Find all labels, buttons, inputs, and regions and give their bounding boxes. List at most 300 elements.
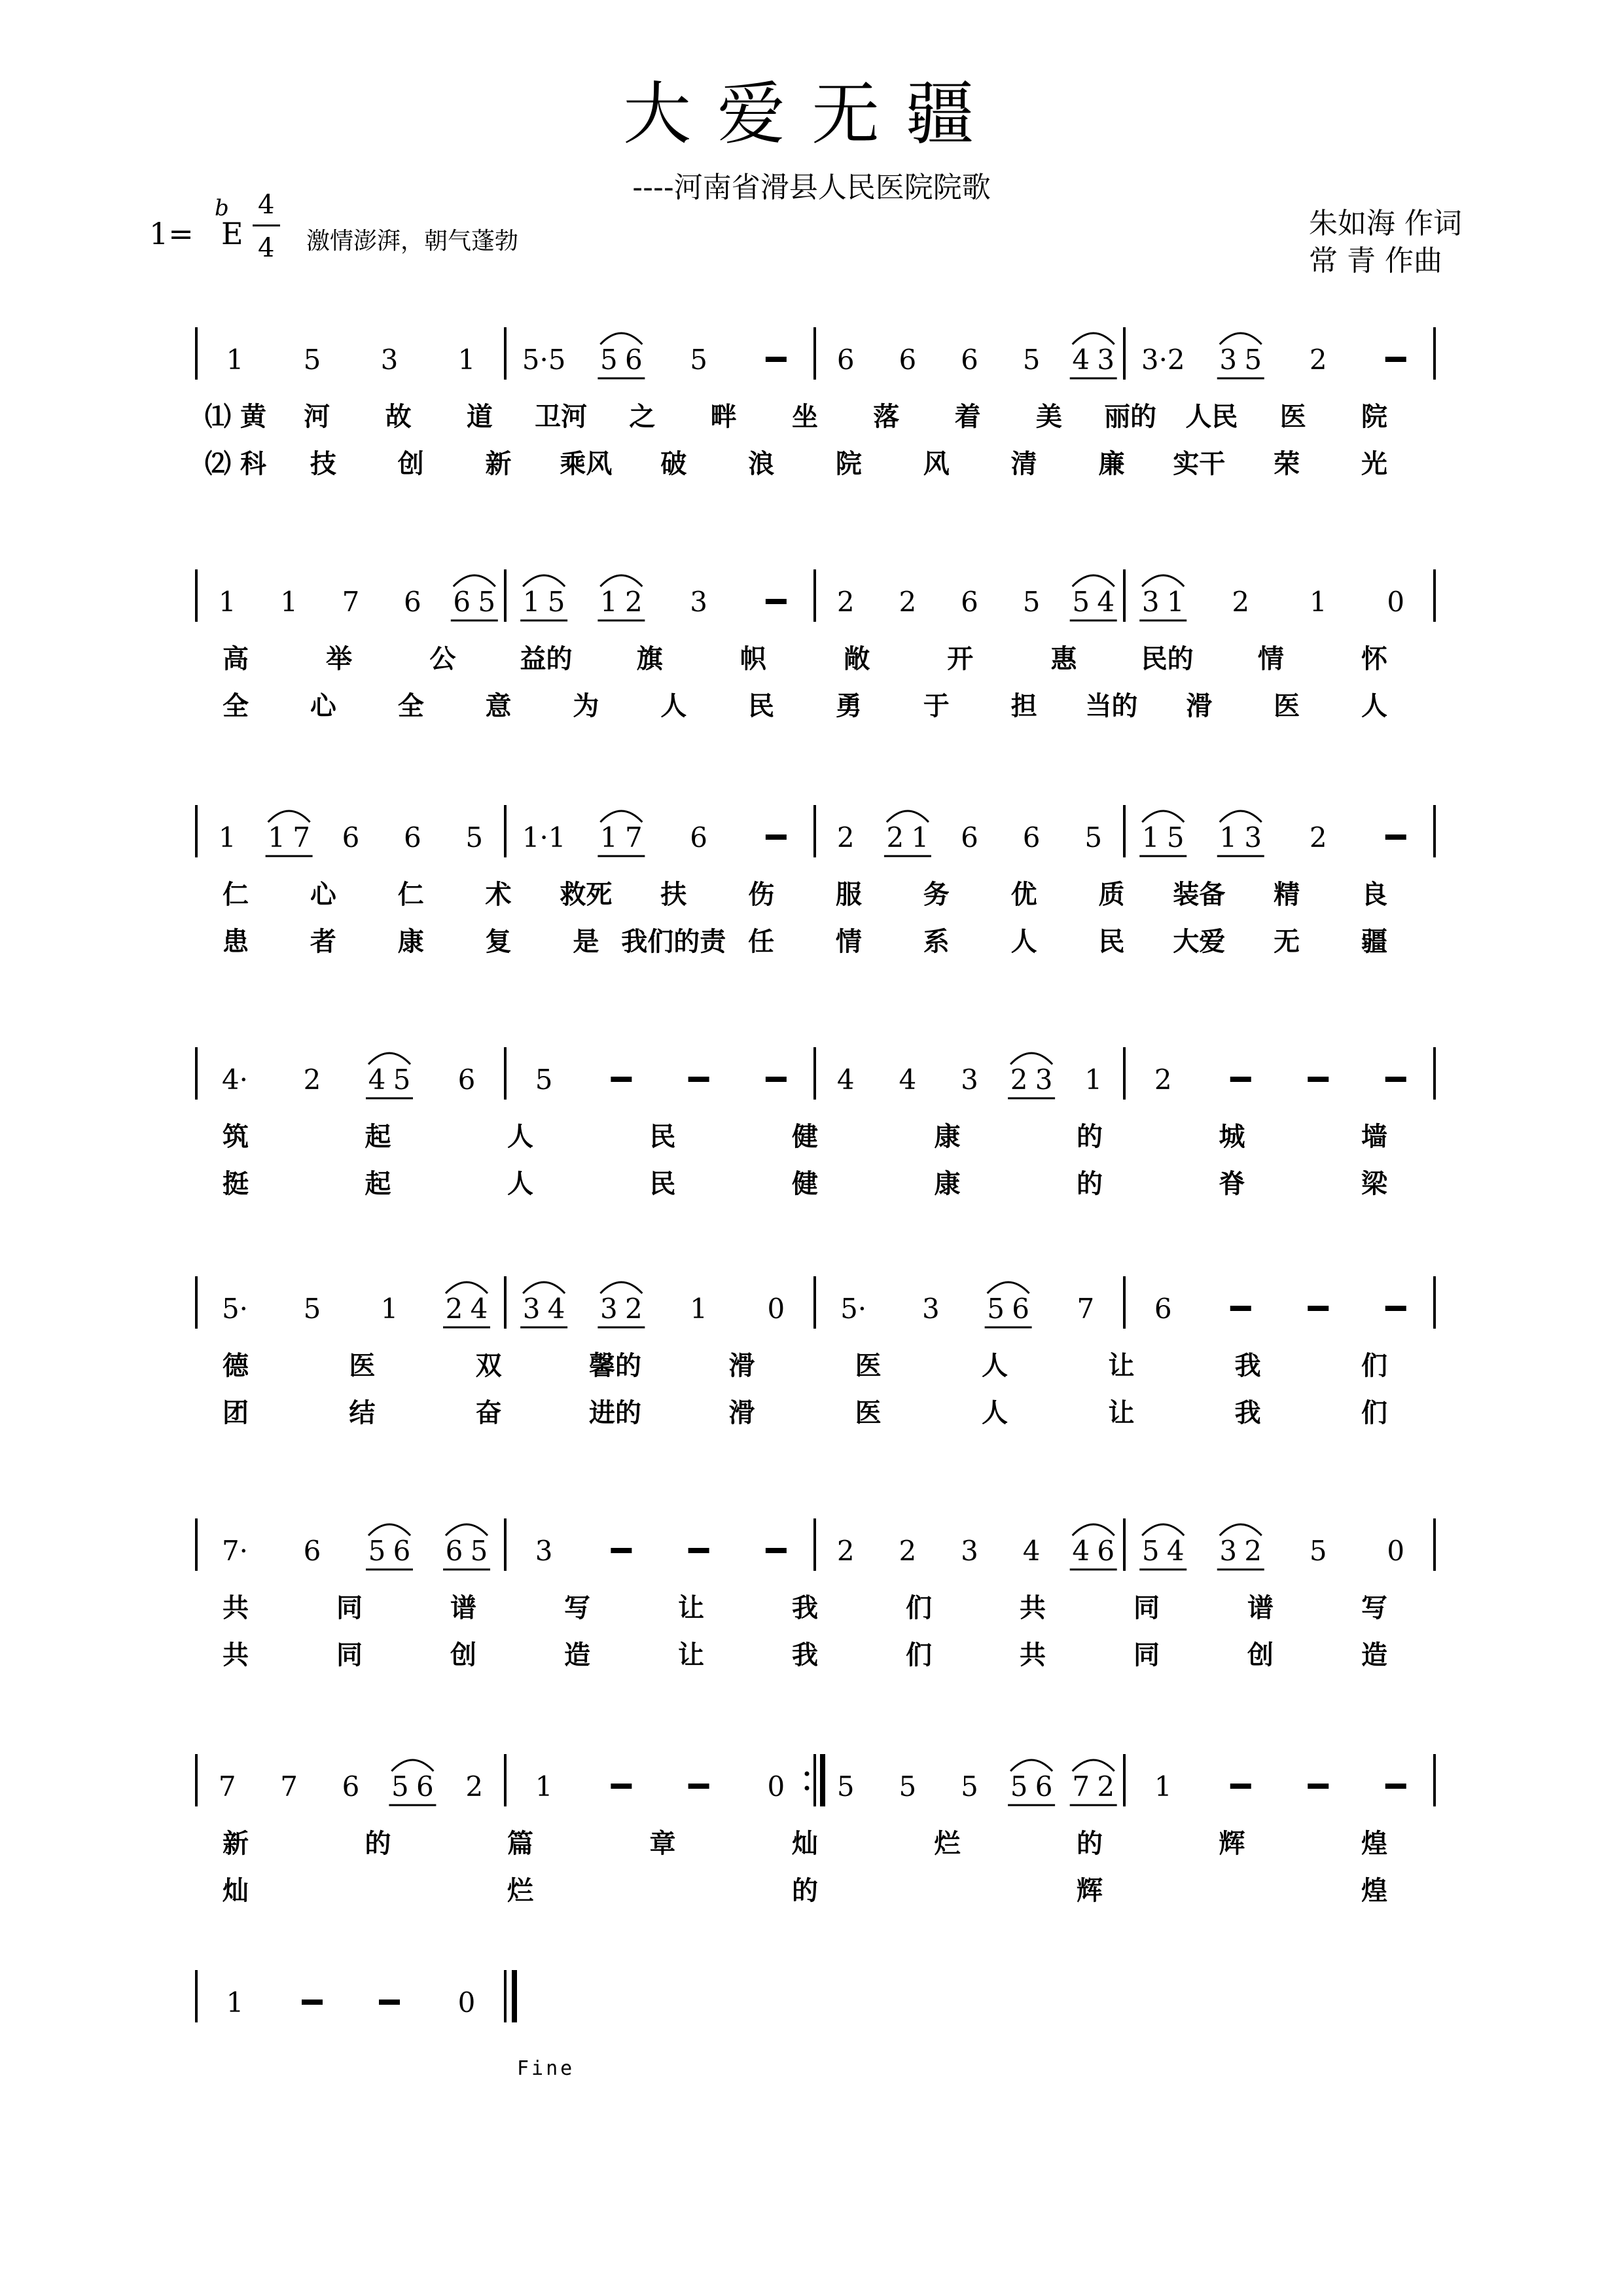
lyric-syllable: 医 — [855, 1398, 882, 1428]
lyric-syllable: 担 — [1010, 691, 1037, 721]
lyric-syllable: 滑 — [728, 1398, 755, 1428]
note: 5 — [1022, 344, 1041, 376]
sustain-dash — [1230, 1077, 1251, 1082]
lyric-syllable: 同 — [336, 1640, 363, 1670]
note: 0 — [767, 1293, 785, 1325]
note: 6 — [1154, 1293, 1172, 1325]
lyric-syllable: 术 — [485, 880, 512, 910]
slur-arc — [1220, 1524, 1262, 1535]
lyric-syllable: 新 — [485, 449, 512, 479]
note: 5 — [1022, 586, 1041, 618]
sustain-dash — [1308, 1077, 1329, 1082]
lyric-syllable: 新 — [223, 1829, 249, 1859]
note: 4 — [1097, 586, 1115, 618]
note: 6 — [342, 821, 360, 853]
lyric-syllable: 烂 — [934, 1829, 961, 1859]
note: 3 — [961, 1064, 978, 1096]
slur-arc — [600, 333, 642, 344]
lyric-syllable: 灿 — [223, 1876, 249, 1906]
note: 2 — [1244, 1535, 1262, 1567]
lyric-syllable: 救死 — [560, 880, 613, 910]
lyric-syllable: 伤 — [748, 880, 775, 910]
note: 3 — [690, 586, 707, 618]
slur-arc — [988, 1282, 1029, 1293]
lyric-syllable: 创 — [1247, 1640, 1274, 1670]
sustain-dash — [1230, 1306, 1251, 1311]
lyric-syllable: 丽的 — [1104, 402, 1157, 432]
lyric-syllable: 院 — [1361, 402, 1387, 432]
sustain-dash — [1385, 1784, 1406, 1789]
repeat-dot — [805, 1772, 810, 1776]
lyric-syllable: 敞 — [844, 644, 870, 674]
note: 7· — [221, 1535, 249, 1567]
note: 0 — [1387, 586, 1405, 618]
fine-label: Fine — [517, 2057, 575, 2080]
sustain-dash — [611, 1784, 632, 1789]
lyric-syllable: 让 — [678, 1593, 704, 1623]
note: 5 — [899, 1770, 917, 1803]
lyric-syllable: 的 — [1077, 1122, 1103, 1152]
note: 5 — [465, 821, 484, 853]
slur-arc — [1220, 811, 1262, 822]
lyric-syllable: 浪 — [748, 449, 775, 479]
lyric-syllable: 的 — [365, 1829, 391, 1859]
note: 1 — [690, 1293, 707, 1325]
lyric-syllable: 辉 — [1077, 1876, 1103, 1906]
lyric-syllable: 康 — [934, 1122, 961, 1152]
lyric-syllable: 民 — [1098, 927, 1125, 957]
lyric-syllable: 共 — [223, 1593, 249, 1623]
note: 2 — [836, 821, 855, 853]
note: 1 — [226, 1986, 244, 2018]
lyric-syllable: 无 — [1274, 927, 1300, 957]
note: 6 — [342, 1770, 360, 1803]
lyric-syllable: 写 — [1361, 1593, 1387, 1623]
note: 6 — [625, 344, 643, 376]
note: 3 — [1219, 344, 1238, 376]
lyric-syllable: 同 — [336, 1593, 363, 1623]
lyric-syllable: 同 — [1133, 1640, 1160, 1670]
slur-arc — [454, 575, 495, 586]
lyric-syllable: 故 — [385, 402, 412, 432]
slur-arc — [268, 811, 310, 822]
lyric-syllable: 于 — [923, 691, 950, 721]
lyric-syllable: 城 — [1219, 1122, 1245, 1152]
lyric-syllable: 人 — [1010, 927, 1037, 957]
lyric-syllable: 人 — [660, 691, 687, 721]
lyric-syllable: 梁 — [1361, 1169, 1387, 1199]
note: 6 — [836, 344, 855, 376]
lyric-syllable: 双 — [475, 1351, 502, 1381]
sustain-dash — [1385, 834, 1406, 840]
lyric-syllable: 装备 — [1173, 880, 1226, 910]
note: 5 — [391, 1770, 409, 1803]
lyric-syllable: 滑 — [728, 1351, 755, 1381]
note: 6 — [303, 1535, 321, 1567]
lyric-syllable: 人 — [507, 1122, 533, 1152]
note: 5 — [393, 1064, 411, 1096]
lyric-syllable: 疆 — [1361, 927, 1387, 957]
composer-credit: 常 青 作曲 — [1309, 244, 1442, 278]
note: 5 — [1244, 344, 1262, 376]
lyric-syllable: 创 — [397, 449, 424, 479]
note: 1 — [380, 1293, 399, 1325]
time-signature-numerator: 4 — [258, 190, 275, 220]
note: 2 — [1010, 1064, 1028, 1096]
lyric-syllable: 务 — [923, 880, 950, 910]
note: 1 — [600, 821, 618, 853]
slur-arc — [391, 1760, 433, 1771]
lyric-syllable: 光 — [1361, 449, 1387, 479]
score-row — [0, 321, 1623, 543]
lyricist-credit: 朱如海 作词 — [1309, 207, 1462, 240]
note: 7 — [342, 586, 360, 618]
note: 2 — [899, 1535, 917, 1567]
lyric-syllable: 仁 — [397, 880, 424, 910]
lyric-syllable: 大爱 — [1173, 927, 1226, 957]
score-row — [0, 1041, 1623, 1263]
note: 5 — [535, 1064, 553, 1096]
lyric-syllable: 荣 — [1274, 449, 1300, 479]
lyric-syllable: 共 — [1020, 1593, 1046, 1623]
note: 6 — [1097, 1535, 1115, 1567]
lyric-syllable: 优 — [1010, 880, 1037, 910]
sustain-dash — [766, 1548, 787, 1553]
lyric-syllable: 旗 — [636, 644, 663, 674]
note: 1 — [1166, 586, 1185, 618]
sustain-dash — [1385, 1077, 1406, 1082]
lyric-syllable: 康 — [397, 927, 424, 957]
note: 4 — [1166, 1535, 1185, 1567]
note: 1 — [600, 586, 618, 618]
sustain-dash — [688, 1077, 709, 1082]
lyric-syllable: 馨的 — [589, 1351, 641, 1381]
note: 5 — [478, 586, 496, 618]
slur-arc — [1073, 333, 1115, 344]
note: 1 — [522, 586, 541, 618]
note: 5 — [690, 344, 707, 376]
lyric-syllable: 心 — [310, 880, 336, 910]
slur-arc — [446, 1524, 488, 1535]
lyric-syllable: 团 — [223, 1398, 249, 1428]
lyric-syllable: 谱 — [1247, 1593, 1274, 1623]
note: 6 — [393, 1535, 411, 1567]
note: 4 — [1072, 1535, 1090, 1567]
note: 6 — [453, 586, 471, 618]
lyric-syllable: 墙 — [1361, 1122, 1387, 1152]
lyric-syllable: 我 — [792, 1640, 818, 1670]
lyric-syllable: 同 — [1133, 1593, 1160, 1623]
note: 2 — [625, 586, 643, 618]
song-title: 大爱无疆 — [622, 74, 1000, 154]
lyric-syllable: 复 — [485, 927, 512, 957]
slur-arc — [1073, 575, 1115, 586]
sustain-dash — [766, 1077, 787, 1082]
slur-arc — [1073, 1760, 1115, 1771]
sustain-dash — [302, 2000, 323, 2005]
lyric-syllable: 健 — [792, 1169, 818, 1199]
note: 2 — [445, 1293, 463, 1325]
slur-arc — [1142, 575, 1184, 586]
note: 6 — [1012, 1293, 1029, 1325]
lyric-syllable: 灿 — [792, 1829, 818, 1859]
lyric-syllable: 辉 — [1219, 1829, 1245, 1859]
note: 1·1 — [522, 821, 566, 853]
note: 3 — [522, 1293, 541, 1325]
lyric-syllable: 人 — [1361, 691, 1387, 721]
lyric-syllable: ⑴ 黄 — [205, 402, 266, 432]
song-subtitle: ----河南省滑县人民医院院歌 — [632, 171, 991, 204]
lyric-syllable: 医 — [1279, 402, 1306, 432]
note: 2 — [836, 1535, 855, 1567]
note: 2 — [1097, 1770, 1115, 1803]
lyric-syllable: 章 — [649, 1829, 676, 1859]
note: 5 — [1309, 1535, 1327, 1567]
note: 3 — [1219, 1535, 1238, 1567]
lyric-syllable: 让 — [1108, 1398, 1135, 1428]
lyric-syllable: 我 — [1234, 1398, 1261, 1428]
note: 0 — [767, 1770, 785, 1803]
lyric-syllable: 民 — [649, 1169, 676, 1199]
note: 2 — [1232, 586, 1250, 618]
note: 1 — [535, 1770, 553, 1803]
note: 2 — [886, 821, 904, 853]
note: 6 — [1022, 821, 1041, 853]
note: 5·5 — [522, 344, 566, 376]
note: 5 — [1166, 821, 1185, 853]
lyric-syllable: 人 — [982, 1398, 1008, 1428]
lyric-syllable: 筑 — [223, 1122, 249, 1152]
lyric-syllable: 我们的责 — [621, 927, 726, 957]
lyric-syllable: 情 — [835, 927, 862, 957]
note: 4 — [368, 1064, 386, 1096]
score-row — [0, 1964, 1623, 2186]
lyric-syllable: ⑵ 科 — [205, 449, 266, 479]
lyric-syllable: 扶 — [660, 880, 687, 910]
note: 7 — [280, 1770, 298, 1803]
lyric-syllable: 帜 — [740, 644, 766, 674]
note: 4· — [221, 1064, 249, 1096]
note: 7 — [218, 1770, 236, 1803]
sustain-dash — [1230, 1784, 1251, 1789]
lyric-syllable: 情 — [1257, 644, 1284, 674]
note: 5 — [1084, 821, 1103, 853]
lyric-syllable: 着 — [954, 402, 981, 432]
lyric-syllable: 医 — [1274, 691, 1300, 721]
lyric-syllable: 质 — [1098, 880, 1125, 910]
note: 3 — [1035, 1064, 1053, 1096]
score-row — [0, 1512, 1623, 1734]
note: 3 — [1244, 821, 1262, 853]
sustain-dash — [1385, 1306, 1406, 1311]
slur-arc — [523, 1282, 565, 1293]
lyric-syllable: 康 — [934, 1169, 961, 1199]
sustain-dash — [1385, 357, 1406, 362]
lyric-syllable: 德 — [223, 1351, 249, 1381]
note: 3·2 — [1141, 344, 1185, 376]
slur-arc — [600, 1282, 642, 1293]
sustain-dash — [766, 357, 787, 362]
slur-arc — [1010, 1053, 1052, 1064]
slur-arc — [368, 1053, 410, 1064]
note: 4 — [470, 1293, 488, 1325]
lyric-syllable: 健 — [792, 1122, 818, 1152]
lyric-syllable: 的 — [792, 1876, 818, 1906]
lyric-syllable: 医 — [349, 1351, 376, 1381]
note: 1 — [1309, 586, 1327, 618]
note: 3 — [380, 344, 399, 376]
lyric-syllable: 院 — [835, 449, 862, 479]
lyric-syllable: 写 — [564, 1593, 590, 1623]
lyric-syllable: 们 — [1361, 1398, 1387, 1428]
note: 7 — [625, 821, 643, 853]
lyric-syllable: 益的 — [520, 644, 573, 674]
note: 2 — [899, 586, 917, 618]
note: 1 — [280, 586, 298, 618]
lyric-syllable: 怀 — [1361, 644, 1387, 674]
lyric-syllable: 坐 — [792, 402, 818, 432]
note: 6 — [961, 586, 978, 618]
lyric-syllable: 的 — [1077, 1829, 1103, 1859]
note: 0 — [1387, 1535, 1405, 1567]
lyric-syllable: 起 — [365, 1169, 391, 1199]
sustain-dash — [611, 1077, 632, 1082]
lyric-syllable: 技 — [310, 449, 336, 479]
time-signature-line — [253, 224, 280, 226]
slur-arc — [1073, 1524, 1115, 1535]
note: 1 — [1084, 1064, 1103, 1096]
note: 5 — [1010, 1770, 1028, 1803]
note: 4 — [836, 1064, 855, 1096]
lyric-syllable: 共 — [1020, 1640, 1046, 1670]
lyric-syllable: 全 — [223, 691, 249, 721]
lyric-syllable: 风 — [923, 449, 950, 479]
note: 6 — [457, 1064, 476, 1096]
lyric-syllable: 系 — [923, 927, 950, 957]
note: 1 — [1219, 821, 1238, 853]
slur-arc — [600, 575, 642, 586]
note: 6 — [404, 821, 421, 853]
lyric-syllable: 患 — [223, 927, 249, 957]
note: 6 — [899, 344, 917, 376]
note: 2 — [303, 1064, 321, 1096]
note: 1 — [226, 344, 244, 376]
lyric-syllable: 实干 — [1173, 449, 1226, 479]
slur-arc — [523, 575, 565, 586]
lyric-syllable: 奋 — [475, 1398, 502, 1428]
lyric-syllable: 意 — [485, 691, 512, 721]
note: 6 — [1035, 1770, 1053, 1803]
lyric-syllable: 们 — [1361, 1351, 1387, 1381]
note: 5 — [547, 586, 565, 618]
lyric-syllable: 是 — [573, 927, 599, 957]
note: 3 — [535, 1535, 553, 1567]
note: 3 — [1097, 344, 1115, 376]
note: 7 — [293, 821, 310, 853]
note: 5 — [303, 1293, 321, 1325]
lyric-syllable: 精 — [1274, 880, 1300, 910]
score-row — [0, 1270, 1623, 1492]
note: 5 — [836, 1770, 855, 1803]
lyric-syllable: 煌 — [1361, 1876, 1387, 1906]
score-row — [0, 1748, 1623, 1970]
lyric-syllable: 落 — [873, 402, 900, 432]
lyric-syllable: 人 — [982, 1351, 1008, 1381]
lyric-syllable: 举 — [326, 644, 353, 674]
sustain-dash — [1308, 1784, 1329, 1789]
lyric-syllable: 之 — [629, 402, 656, 432]
note: 6 — [961, 344, 978, 376]
slur-arc — [1142, 1524, 1184, 1535]
lyric-syllable: 结 — [349, 1398, 376, 1428]
note: 2 — [1309, 821, 1327, 853]
lyric-syllable: 为 — [573, 691, 599, 721]
lyric-syllable: 煌 — [1361, 1829, 1387, 1859]
note: 6 — [445, 1535, 463, 1567]
note: 1 — [1154, 1770, 1172, 1803]
tempo-marking: 激情澎湃，朝气蓬勃 — [306, 228, 519, 255]
sustain-dash — [766, 599, 787, 604]
slur-arc — [368, 1524, 410, 1535]
slur-arc — [1010, 1760, 1052, 1771]
lyric-syllable: 人 — [507, 1169, 533, 1199]
lyric-syllable: 们 — [906, 1640, 932, 1670]
lyric-syllable: 创 — [450, 1640, 476, 1670]
lyric-syllable: 当的 — [1085, 691, 1138, 721]
lyric-syllable: 烂 — [507, 1876, 533, 1906]
note: 1 — [911, 821, 929, 853]
lyric-syllable: 我 — [792, 1593, 818, 1623]
lyric-syllable: 篇 — [507, 1829, 533, 1859]
lyric-syllable: 高 — [223, 644, 249, 674]
note: 5 — [470, 1535, 488, 1567]
lyric-syllable: 民的 — [1141, 644, 1194, 674]
note: 4 — [547, 1293, 565, 1325]
note: 3 — [1141, 586, 1160, 618]
note: 3 — [600, 1293, 618, 1325]
note: 6 — [416, 1770, 434, 1803]
lyric-syllable: 破 — [660, 449, 687, 479]
lyric-syllable: 仁 — [223, 880, 249, 910]
lyric-syllable: 良 — [1361, 880, 1387, 910]
lyric-syllable: 起 — [365, 1122, 391, 1152]
lyric-syllable: 造 — [1361, 1640, 1387, 1670]
score-row — [0, 563, 1623, 785]
lyric-syllable: 惠 — [1050, 644, 1077, 674]
note: 4 — [899, 1064, 917, 1096]
lyric-syllable: 我 — [1234, 1351, 1261, 1381]
lyric-syllable: 美 — [1035, 402, 1062, 432]
key-flat-sign: b — [215, 195, 229, 221]
lyric-syllable: 民 — [748, 691, 775, 721]
sustain-dash — [379, 2000, 400, 2005]
note: 5· — [840, 1293, 867, 1325]
note: 1 — [218, 821, 236, 853]
lyric-syllable: 廉 — [1098, 449, 1125, 479]
slur-arc — [1220, 333, 1262, 344]
lyric-syllable: 公 — [429, 644, 456, 674]
note: 5 — [1141, 1535, 1160, 1567]
note: 0 — [457, 1986, 476, 2018]
note: 4 — [1022, 1535, 1041, 1567]
lyric-syllable: 乘风 — [560, 449, 613, 479]
lyric-syllable: 开 — [947, 644, 974, 674]
note: 2 — [625, 1293, 643, 1325]
slur-arc — [887, 811, 929, 822]
note: 1 — [1141, 821, 1160, 853]
note: 2 — [465, 1770, 484, 1803]
lyric-syllable: 勇 — [835, 691, 862, 721]
